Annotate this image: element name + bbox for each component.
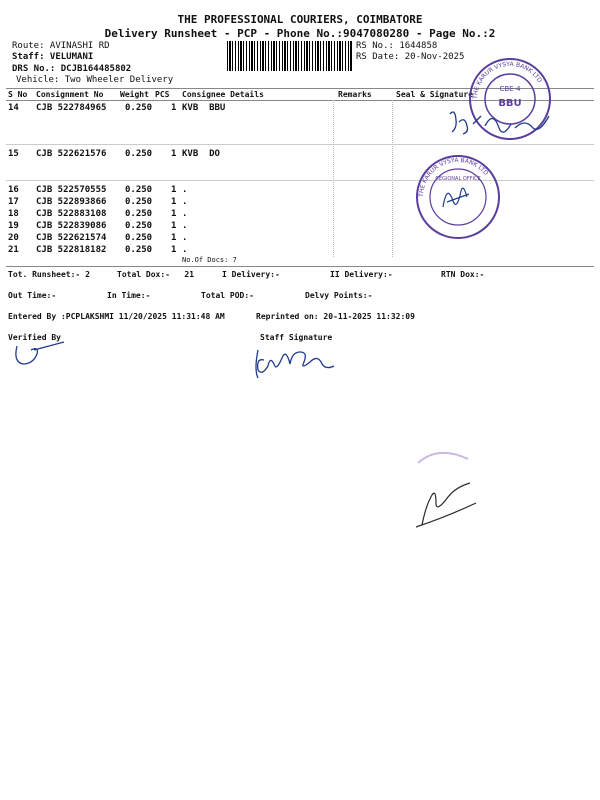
vehicle-label: Vehicle: Two Wheeler Delivery bbox=[16, 75, 174, 85]
company-title: THE PROFESSIONAL COURIERS, COIMBATORE bbox=[177, 13, 423, 26]
row-sno: 14 bbox=[8, 103, 19, 113]
row-consignment: CJB 522784965 bbox=[36, 103, 107, 113]
stamp1-branch: BBU bbox=[498, 98, 522, 109]
row-consignee: . bbox=[182, 221, 188, 231]
stamp2-ring-text: THE KARUR VYSYA BANK LTD bbox=[417, 156, 490, 198]
row-consignee: . bbox=[182, 185, 188, 195]
col-remarks: Remarks bbox=[338, 90, 372, 99]
row-consignee: KVB BBU bbox=[182, 103, 226, 113]
i-delivery: I Delivery:- bbox=[222, 270, 280, 279]
row-rule bbox=[6, 180, 594, 181]
row-consignment: CJB 522839086 bbox=[36, 221, 107, 231]
row-sno: 16 bbox=[8, 185, 19, 195]
stamp1-ring-text: THE KARUR VYSYA BANK LTD bbox=[471, 60, 544, 100]
faint-stamp-icon bbox=[408, 445, 488, 535]
staff-label: Staff: VELUMANI bbox=[12, 52, 94, 62]
row-consignee: . bbox=[182, 245, 188, 255]
row-pcs: 1 bbox=[171, 185, 177, 195]
col-weight: Weight bbox=[120, 90, 149, 99]
staff-signature-icon bbox=[252, 342, 362, 382]
row-weight: 0.250 bbox=[125, 209, 153, 219]
row-rule bbox=[6, 144, 594, 145]
entered-by: Entered By :PCPLAKSHMI 11/20/2025 11:31:48 AM bbox=[8, 312, 225, 321]
row-pcs: 1 bbox=[171, 149, 177, 159]
row-consignment: CJB 522621576 bbox=[36, 149, 107, 159]
row-weight: 0.250 bbox=[125, 149, 153, 159]
tot-runsheet: Tot. Runsheet:- 2 bbox=[8, 270, 90, 279]
row-weight: 0.250 bbox=[125, 103, 153, 113]
rs-date: RS Date: 20-Nov-2025 bbox=[356, 52, 465, 62]
no-of-docs: No.Of Docs: 7 bbox=[182, 256, 237, 264]
rs-number: RS No.: 1644858 bbox=[356, 41, 438, 51]
row-weight: 0.250 bbox=[125, 197, 153, 207]
row-sno: 21 bbox=[8, 245, 19, 255]
row-consignment: CJB 522818182 bbox=[36, 245, 107, 255]
table-bottom-rule bbox=[6, 266, 594, 267]
col-consignee: Consignee Details bbox=[182, 90, 264, 99]
row-sno: 19 bbox=[8, 221, 19, 231]
row-pcs: 1 bbox=[171, 245, 177, 255]
regional-office-stamp-icon bbox=[413, 152, 503, 242]
signature-bbu-icon bbox=[445, 104, 555, 144]
stamp2-center: REGIONAL OFFICE bbox=[435, 176, 481, 182]
row-sno: 18 bbox=[8, 209, 19, 219]
row-weight: 0.250 bbox=[125, 185, 153, 195]
col-seal: Seal & Signature bbox=[396, 90, 474, 99]
row-sno: 20 bbox=[8, 233, 19, 243]
divider-remarks bbox=[333, 100, 334, 257]
row-consignment: CJB 522883108 bbox=[36, 209, 107, 219]
row-consignment: CJB 522893866 bbox=[36, 197, 107, 207]
drs-number: DRS No.: DCJB164485802 bbox=[12, 64, 132, 74]
row-weight: 0.250 bbox=[125, 233, 153, 243]
row-weight: 0.250 bbox=[125, 221, 153, 231]
row-pcs: 1 bbox=[171, 197, 177, 207]
row-consignee: . bbox=[182, 233, 188, 243]
reprinted-on: Reprinted on: 20-11-2025 11:32:09 bbox=[256, 312, 415, 321]
row-consignment: CJB 522621574 bbox=[36, 233, 107, 243]
verified-by-signature-icon bbox=[12, 340, 72, 370]
col-consignment: Consignment No bbox=[36, 90, 104, 99]
row-sno: 15 bbox=[8, 149, 19, 159]
in-time: In Time:- bbox=[107, 291, 151, 300]
col-sno: S No bbox=[8, 90, 28, 99]
out-time: Out Time:- bbox=[8, 291, 57, 300]
rtn-dox: RTN Dox:- bbox=[441, 270, 485, 279]
verified-by-label: Verified By bbox=[8, 333, 61, 342]
row-consignee: . bbox=[182, 209, 188, 219]
row-weight: 0.250 bbox=[125, 245, 153, 255]
route-label: Route: AVINASHI RD bbox=[12, 41, 110, 51]
delvy-points: Delvy Points:- bbox=[305, 291, 373, 300]
col-pcs: PCS bbox=[155, 90, 170, 99]
row-sno: 17 bbox=[8, 197, 19, 207]
row-consignment: CJB 522570555 bbox=[36, 185, 107, 195]
divider-seal bbox=[392, 100, 393, 257]
row-pcs: 1 bbox=[171, 221, 177, 231]
row-consignee: . bbox=[182, 197, 188, 207]
staff-signature-label: Staff Signature bbox=[260, 333, 333, 342]
runsheet-subtitle: Delivery Runsheet - PCP - Phone No.:9047080280 - Page No.:2 bbox=[104, 27, 496, 40]
row-pcs: 1 bbox=[171, 233, 177, 243]
stamp1-center: CBE-4 bbox=[499, 85, 521, 93]
total-dox: Total Dox:- 21 bbox=[117, 270, 195, 279]
ii-delivery: II Delivery:- bbox=[330, 270, 393, 279]
row-pcs: 1 bbox=[171, 103, 177, 113]
total-pod: Total POD:- bbox=[201, 291, 254, 300]
row-consignee: KVB DO bbox=[182, 149, 220, 159]
row-pcs: 1 bbox=[171, 209, 177, 219]
barcode-image bbox=[227, 41, 353, 71]
